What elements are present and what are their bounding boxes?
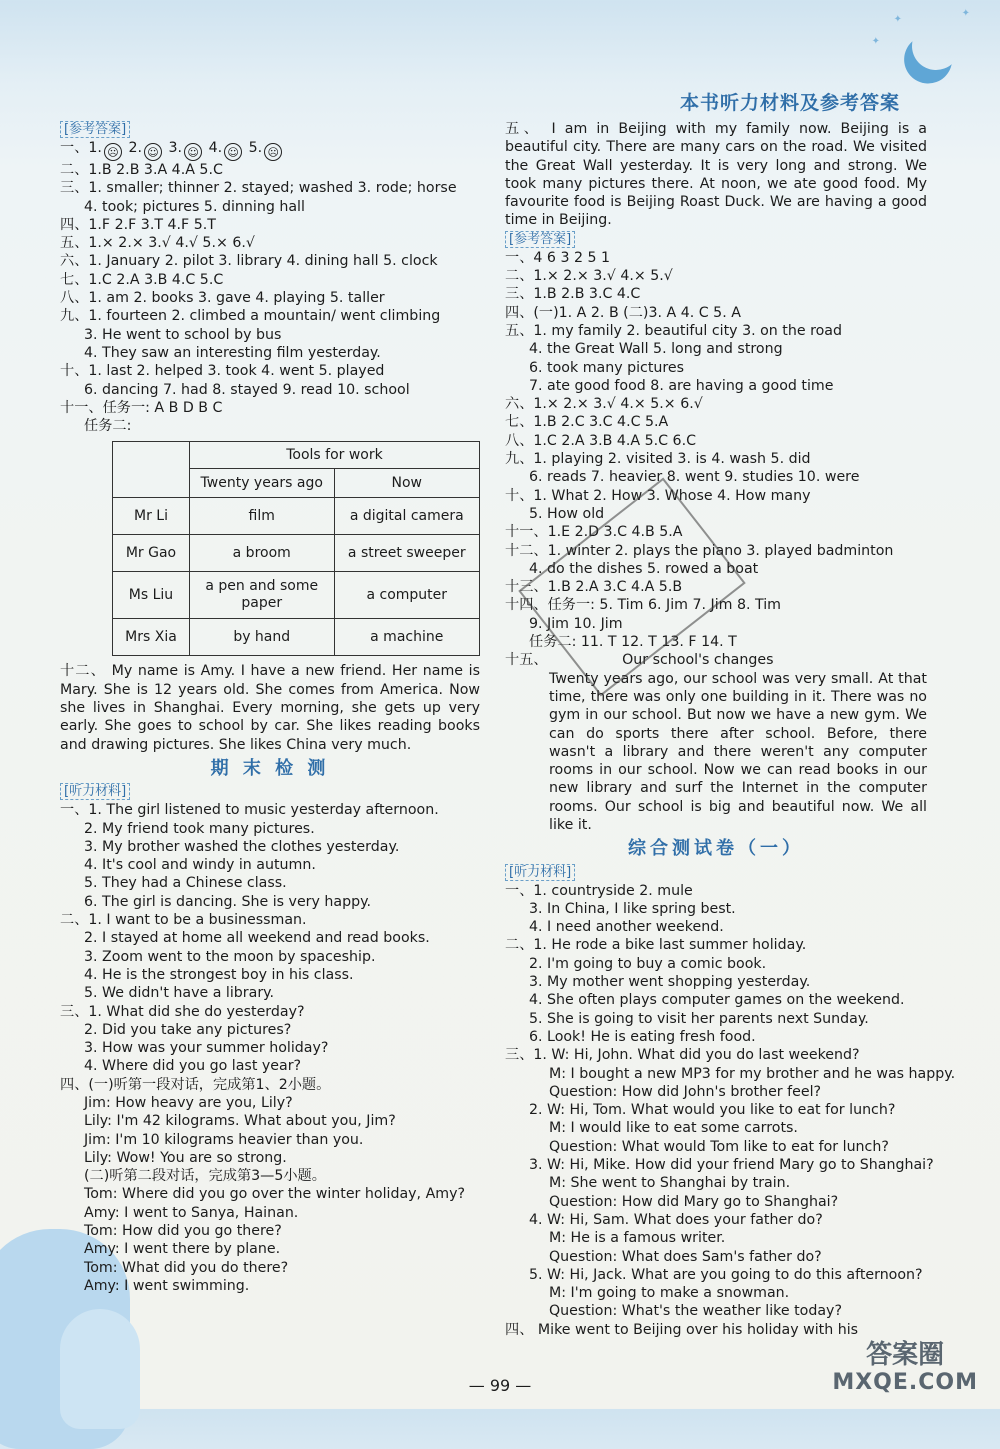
text-line: M: I would like to eat some carrots.: [549, 1120, 798, 1137]
passage-text: Twenty years ago, our school was very small. At that time, there was only one building in it. There was no gym in our school. But now we have a new gym. We can do sports there after school. Before, there wasn't a library and there weren't any computer rooms in our school. Now we can read books in our new library and surf the Internet in the computer rooms. Our school is big and beautiful now. We all like it.: [549, 670, 927, 833]
text-line: Tom: Where did you go over the winter holiday, Amy?: [84, 1186, 466, 1203]
text-line: 十一、1.E 2.D 3.C 4.B 5.A: [505, 524, 683, 541]
text-line: 八、1. am 2. books 3. gave 4. playing 5. taller: [60, 290, 385, 307]
text-line: 十四、任务一: 5. Tim 6. Jim 7. Jim 8. Tim: [505, 597, 782, 614]
text-line: 七、1.B 2.C 3.C 4.C 5.A: [505, 414, 669, 431]
table-row: [113, 498, 480, 535]
table-cell-name: Mrs Xia: [113, 619, 190, 656]
answers-list: [505, 249, 927, 652]
text-line: 六、1.× 2.× 3.√ 4.× 5.× 6.√: [505, 396, 703, 413]
text-line: 七、1.C 2.A 3.B 4.C 5.C: [60, 271, 224, 288]
text-line: Question: How did John's brother feel?: [549, 1083, 822, 1100]
table-cell-now: a machine: [334, 619, 479, 656]
item-number: 2.: [128, 140, 142, 156]
item-number: 4.: [208, 140, 223, 156]
answers-badge: [参考答案]: [505, 231, 575, 248]
tree-decoration: [60, 1309, 140, 1429]
passage-text: My name is Amy. I have a new friend. Her name is Mary. She is 12 years old. She comes from America. Now she lives in Shanghai. Every morning, she gets up very early. She goes to school by car. She likes reading books and drawing pictures. She likes China very much.: [60, 663, 480, 753]
text-line: 5. How old: [529, 505, 605, 522]
text-line: 2. My friend took many pictures.: [84, 820, 315, 837]
text-line: 4. the Great Wall 5. long and strong: [529, 341, 783, 358]
text-line: 9. Jim 10. Jim: [529, 615, 623, 632]
text-line: 四、 Mike went to Beijing over his holiday with his: [505, 1321, 859, 1338]
text-line: 十、1. What 2. How 3. Whose 4. How many: [505, 487, 811, 504]
text-line: 三、1.B 2.B 3.C 4.C: [505, 286, 641, 303]
text-line: 4. It's cool and windy in autumn.: [84, 857, 316, 874]
text-line: 一、1. countryside 2. mule: [505, 882, 693, 899]
text-line: 二、1. He rode a bike last summer holiday.: [505, 937, 807, 954]
right-column: [505, 120, 956, 1339]
passage-label: 十二、: [60, 663, 106, 680]
table-cell-then: by hand: [189, 619, 334, 656]
text-line: 任务二:: [84, 418, 132, 435]
table-cell-then: a broom: [189, 535, 334, 572]
text-line: 3. In China, I like spring best.: [529, 900, 736, 917]
text-line: 4. Where did you go last year?: [84, 1058, 302, 1075]
star-decoration: ✦: [961, 8, 970, 19]
table-cell-then: a pen and some paper: [189, 572, 334, 619]
text-line: 四、1.F 2.F 3.T 4.F 5.T: [60, 216, 216, 233]
text-line: 4. took; pictures 5. dinning hall: [84, 198, 305, 215]
text-line: Jim: How heavy are you, Lily?: [84, 1094, 293, 1111]
text-line: Amy: I went swimming.: [84, 1277, 250, 1294]
text-line: M: She went to Shanghai by train.: [549, 1175, 791, 1192]
text-line: 一、4 6 3 2 5 1: [505, 249, 611, 266]
text-line: 十一、任务一: A B D B C: [60, 399, 223, 416]
text-line: 6. reads 7. heavier 8. went 9. studies 10. were: [529, 469, 860, 486]
text-line: 九、1. fourteen 2. climbed a mountain/ went climbing: [60, 308, 441, 325]
text-line: 3. My brother washed the clothes yesterday.: [84, 838, 400, 855]
text-line: 4. They saw an interesting film yesterday.: [84, 344, 381, 361]
text-line: 2. Did you take any pictures?: [84, 1021, 292, 1038]
faces-answer-line: [60, 139, 480, 161]
text-line: Question: What would Tom like to eat for lunch?: [549, 1138, 889, 1155]
item-number: 3.: [168, 140, 183, 156]
moon-decoration: [905, 15, 967, 77]
text-line: 4. do the dishes 5. rowed a boat: [529, 560, 759, 577]
text-line: 3. My mother went shopping yesterday.: [529, 974, 811, 991]
text-line: 5. W: Hi, Jack. What are you going to do this afternoon?: [529, 1266, 923, 1283]
listening-list: [60, 801, 480, 1295]
text-line: 3. Zoom went to the moon by spaceship.: [84, 948, 376, 965]
happy-face-icon: ☺: [184, 143, 202, 161]
text-line: 五、1. my family 2. beautiful city 3. on the road: [505, 322, 842, 339]
text-line: 5. They had a Chinese class.: [84, 875, 287, 892]
answers-badge: [参考答案]: [60, 121, 130, 138]
text-line: Question: How did Mary go to Shanghai?: [549, 1193, 839, 1210]
text-line: 3. W: Hi, Mike. How did your friend Mary go to Shanghai?: [529, 1157, 934, 1174]
text-line: 十三、1.B 2.A 3.C 4.A 5.B: [505, 579, 683, 596]
passage-label: 五、: [505, 121, 543, 137]
text-line: Lily: I'm 42 kilograms. What about you, Jim?: [84, 1113, 396, 1130]
table-cell-name: Mr Gao: [113, 535, 190, 572]
listening-list: [505, 882, 956, 1339]
passage-15: [505, 670, 927, 835]
star-decoration: ✦: [871, 36, 880, 47]
text-line: 4. W: Hi, Sam. What does your father do?: [529, 1211, 823, 1228]
text-line: 六、1. January 2. pilot 3. library 4. dining hall 5. clock: [60, 253, 438, 270]
table-cell-name: Mr Li: [113, 498, 190, 535]
text-line: 4. She often plays computer games on the weekend.: [529, 992, 905, 1009]
text-line: Question: What does Sam's father do?: [549, 1248, 822, 1265]
passage-12: [60, 662, 480, 753]
text-line: M: I bought a new MP3 for my brother and he was happy.: [549, 1065, 956, 1082]
passage-text: I am in Beijing with my family now. Beijing is a beautiful city. There are many cars on the road. We visited the Great Wall yesterday. It is very long and strong. We took many pictures there. At noon, we ate good food. My favourite food is Beijing Roast Duck. We are having a good time in Beijing.: [505, 121, 927, 229]
text-line: 6. The girl is dancing. She is very happy.: [84, 893, 371, 910]
text-line: 八、1.C 2.A 3.B 4.A 5.C 6.C: [505, 432, 697, 449]
text-line: 三、1. smaller; thinner 2. stayed; washed 3. rode; horse: [60, 180, 457, 197]
text-line: 任务二: 11. T 12. T 13. F 14. T: [529, 634, 737, 651]
text-line: (二)听第二段对话，完成第3—5小题。: [84, 1168, 326, 1185]
text-line: 二、1.B 2.B 3.A 4.A 5.C: [60, 162, 223, 178]
table-cell-now: a computer: [334, 572, 479, 619]
table-column-header: Twenty years ago: [189, 469, 334, 498]
table-cell-now: a digital camera: [334, 498, 479, 535]
item-number: 5.: [248, 140, 263, 156]
text-line: 十二、1. winter 2. plays the piano 3. played badminton: [505, 542, 894, 559]
tools-table: [112, 441, 480, 656]
text-line: 一、1. The girl listened to music yesterday afternoon.: [60, 802, 439, 819]
page-header-title: 本书听力材料及参考答案: [679, 92, 900, 114]
text-line: 五、1.× 2.× 3.√ 4.√ 5.× 6.√: [60, 235, 255, 252]
passage-label: 十五、: [505, 652, 548, 669]
passage-title: Our school's changes: [622, 652, 774, 669]
text-line: 2. I stayed at home all weekend and read books.: [84, 930, 430, 947]
table-row: [113, 535, 480, 572]
text-line: 6. Look! He is eating fresh food.: [529, 1028, 756, 1045]
answers-list: [60, 161, 480, 435]
text-line: Amy: I went to Sanya, Hainan.: [84, 1204, 299, 1221]
listening-badge: [听力材料]: [60, 783, 130, 800]
text-line: 2. W: Hi, Tom. What would you like to eat for lunch?: [529, 1102, 896, 1119]
text-line: 4. I need another weekend.: [529, 919, 724, 936]
passage-5: [505, 120, 927, 230]
listening-badge: [听力材料]: [505, 864, 575, 881]
text-line: M: I'm going to make a snowman.: [549, 1285, 790, 1302]
test1-title: 综合测试卷（一）: [628, 838, 804, 860]
table-row: [113, 619, 480, 656]
text-line: 5. We didn't have a library.: [84, 985, 275, 1002]
passage-15-heading: [505, 651, 927, 669]
text-line: 2. I'm going to buy a comic book.: [529, 955, 767, 972]
item-number: 1.: [88, 140, 102, 156]
text-line: Tom: How did you go there?: [84, 1223, 282, 1240]
text-line: 3. He went to school by bus: [84, 326, 282, 343]
text-line: 四、(一)1. A 2. B (二)3. A 4. C 5. A: [505, 304, 741, 321]
table-column-header: Now: [334, 469, 479, 498]
star-decoration: ✦: [893, 14, 902, 25]
page-number: — 99 —: [468, 1376, 532, 1395]
text-line: 三、1. W: Hi, John. What did you do last weekend?: [505, 1047, 860, 1064]
table-row: [113, 572, 480, 619]
text-line: 二、1. I want to be a businessman.: [60, 912, 307, 929]
table-corner-cell: [113, 442, 190, 498]
text-line: 三、1. What did she do yesterday?: [60, 1003, 305, 1020]
table-cell-then: film: [189, 498, 334, 535]
watermark-logo: [832, 1341, 978, 1397]
text-line: 7. ate good food 8. are having a good time: [529, 377, 834, 394]
text-line: 九、1. playing 2. visited 3. is 4. wash 5. did: [505, 451, 811, 468]
happy-face-icon: ☺: [224, 143, 242, 161]
text-line: 4. He is the strongest boy in his class.: [84, 966, 354, 983]
sad-face-icon: ☹: [104, 143, 122, 161]
sad-face-icon: ☹: [264, 143, 282, 161]
watermark-logo-text: 答案圈: [866, 1340, 945, 1370]
text-line: 6. dancing 7. had 8. stayed 9. read 10. school: [84, 381, 410, 398]
text-line: Lily: Wow! You are so strong.: [84, 1149, 287, 1166]
text-line: Jim: I'm 10 kilograms heavier than you.: [84, 1131, 364, 1148]
text-line: Tom: What did you do there?: [84, 1259, 289, 1276]
left-column: [60, 120, 480, 1295]
text-line: 5. She is going to visit her parents next Sunday.: [529, 1010, 869, 1027]
table-cell-name: Ms Liu: [113, 572, 190, 619]
text-line: 十、1. last 2. helped 3. took 4. went 5. played: [60, 363, 385, 380]
table-group-header: Tools for work: [189, 442, 479, 469]
text-line: M: He is a famous writer.: [549, 1230, 726, 1247]
question-number: 一、: [60, 140, 89, 156]
text-line: 6. took many pictures: [529, 359, 685, 376]
watermark-url: MXQE.COM: [832, 1370, 978, 1395]
final-test-title: 期 末 检 测: [210, 757, 330, 779]
happy-face-icon: ☺: [144, 143, 162, 161]
text-line: 二、1.× 2.× 3.√ 4.× 5.√: [505, 268, 673, 285]
text-line: Amy: I went there by plane.: [84, 1241, 281, 1258]
text-line: 四、(一)听第一段对话，完成第1、2小题。: [60, 1076, 331, 1093]
text-line: 3. How was your summer holiday?: [84, 1040, 329, 1057]
table-cell-now: a street sweeper: [334, 535, 479, 572]
text-line: Question: What's the weather like today?: [549, 1303, 842, 1320]
